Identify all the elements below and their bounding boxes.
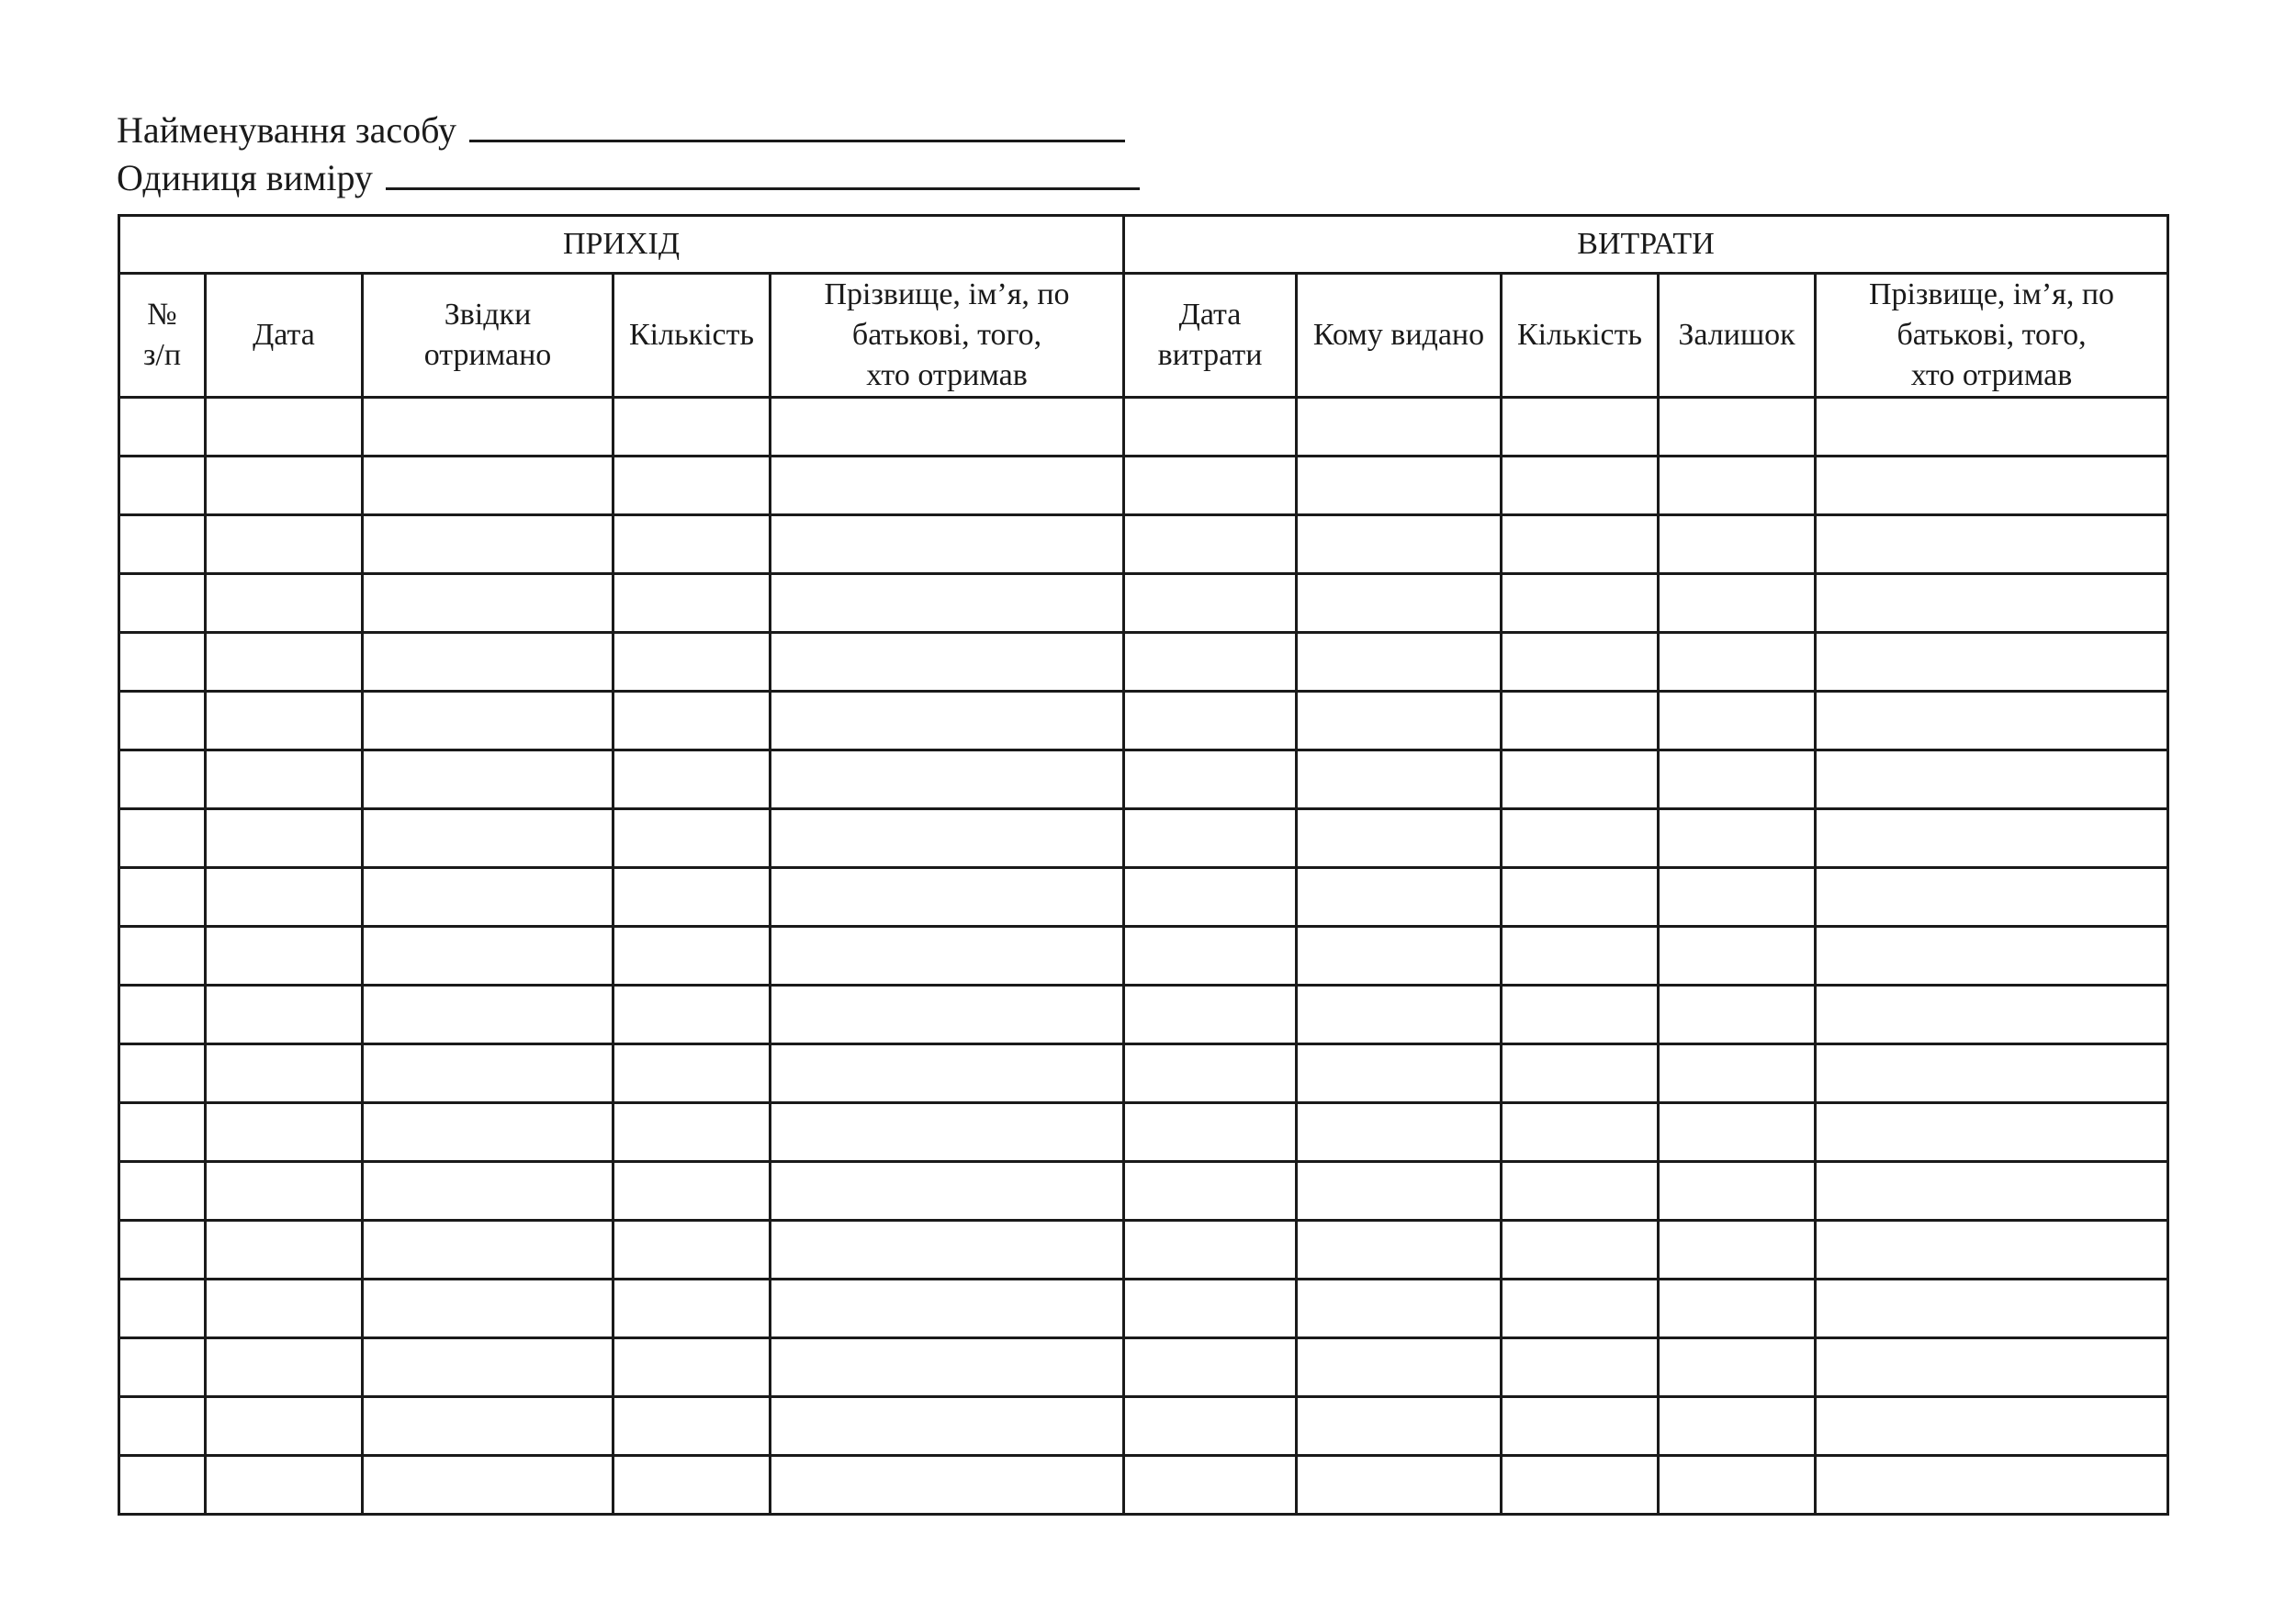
table-row [119, 633, 2168, 692]
table-cell[interactable] [363, 986, 613, 1044]
table-cell[interactable] [771, 750, 1124, 809]
table-cell[interactable] [1816, 809, 2168, 868]
table-cell[interactable] [1124, 927, 1297, 986]
table-cell[interactable] [1297, 515, 1502, 574]
table-row [119, 457, 2168, 515]
table-cell[interactable] [119, 1221, 206, 1280]
table-cell[interactable] [1502, 868, 1659, 927]
table-cell[interactable] [613, 692, 771, 750]
table-row [119, 809, 2168, 868]
table-cell[interactable] [1659, 1338, 1816, 1397]
col-receiver-name-header: Прізвище, ім’я, по батькові, того, хто отримав [771, 274, 1124, 398]
table-row [119, 1456, 2168, 1515]
table-cell[interactable] [119, 633, 206, 692]
table-cell[interactable] [1124, 750, 1297, 809]
table-cell[interactable] [363, 927, 613, 986]
col-balance-header: Залишок [1659, 274, 1816, 398]
table-cell[interactable] [1502, 1103, 1659, 1162]
table-cell[interactable] [119, 927, 206, 986]
unit-label: Одиниця виміру [117, 157, 373, 198]
table-cell[interactable] [771, 1280, 1124, 1338]
table-cell[interactable] [1816, 1221, 2168, 1280]
table-row [119, 1162, 2168, 1221]
table-cell[interactable] [1659, 986, 1816, 1044]
col-expense-qty-header: Кількість [1502, 274, 1659, 398]
table-cell[interactable] [1659, 1103, 1816, 1162]
table-cell[interactable] [1816, 1397, 2168, 1456]
table-cell[interactable] [206, 574, 363, 633]
table-cell[interactable] [119, 1397, 206, 1456]
table-cell[interactable] [1124, 809, 1297, 868]
table-cell[interactable] [206, 1338, 363, 1397]
table-cell[interactable] [1659, 692, 1816, 750]
table-cell[interactable] [119, 1044, 206, 1103]
table-row [119, 1103, 2168, 1162]
table-cell[interactable] [771, 398, 1124, 457]
table-cell[interactable] [1502, 750, 1659, 809]
name-label: Найменування засобу [117, 109, 456, 151]
table-cell[interactable] [1124, 515, 1297, 574]
table-cell[interactable] [206, 1397, 363, 1456]
table-cell[interactable] [613, 1044, 771, 1103]
table-row [119, 515, 2168, 574]
section-income-header: ПРИХІД [119, 216, 1124, 274]
table-cell[interactable] [1124, 1221, 1297, 1280]
table-row [119, 1221, 2168, 1280]
table-cell[interactable] [119, 457, 206, 515]
table-cell[interactable] [206, 809, 363, 868]
table-cell[interactable] [206, 692, 363, 750]
table-cell[interactable] [771, 1044, 1124, 1103]
table-cell[interactable] [1124, 1456, 1297, 1515]
table-cell[interactable] [771, 692, 1124, 750]
table-row [119, 927, 2168, 986]
table-cell[interactable] [206, 1044, 363, 1103]
table-cell[interactable] [1297, 692, 1502, 750]
table-cell[interactable] [119, 986, 206, 1044]
table-cell[interactable] [613, 1162, 771, 1221]
table-row [119, 692, 2168, 750]
table-cell[interactable] [1502, 574, 1659, 633]
table-cell[interactable] [119, 1280, 206, 1338]
table-cell[interactable] [1124, 868, 1297, 927]
table-row [119, 868, 2168, 927]
table-cell[interactable] [1124, 986, 1297, 1044]
table-cell[interactable] [771, 1456, 1124, 1515]
table-cell[interactable] [1659, 927, 1816, 986]
table-cell[interactable] [1502, 986, 1659, 1044]
table-cell[interactable] [206, 1221, 363, 1280]
table-cell[interactable] [613, 515, 771, 574]
table-cell[interactable] [613, 633, 771, 692]
table-cell[interactable] [1124, 1280, 1297, 1338]
table-cell[interactable] [613, 574, 771, 633]
table-row [119, 1044, 2168, 1103]
table-cell[interactable] [1297, 750, 1502, 809]
table-cell[interactable] [1124, 1044, 1297, 1103]
table-cell[interactable] [363, 1456, 613, 1515]
table-cell[interactable] [1816, 1044, 2168, 1103]
table-cell[interactable] [363, 750, 613, 809]
table-cell[interactable] [1297, 809, 1502, 868]
col-number-header: № з/п [119, 274, 206, 398]
table-cell[interactable] [1816, 750, 2168, 809]
table-cell[interactable] [119, 515, 206, 574]
table-cell[interactable] [771, 927, 1124, 986]
table-cell[interactable] [1816, 986, 2168, 1044]
table-cell[interactable] [1659, 868, 1816, 927]
table-row [119, 1397, 2168, 1456]
section-expense-header: ВИТРАТИ [1124, 216, 2168, 274]
table-cell[interactable] [1124, 1397, 1297, 1456]
table-cell[interactable] [771, 809, 1124, 868]
table-cell[interactable] [1816, 1280, 2168, 1338]
table-cell[interactable] [206, 457, 363, 515]
col-recipient-name-header: Прізвище, ім’я, по батькові, того, хто отримав [1816, 274, 2168, 398]
table-cell[interactable] [1502, 633, 1659, 692]
table-cell[interactable] [771, 457, 1124, 515]
table-cell[interactable] [771, 1162, 1124, 1221]
table-cell[interactable] [613, 927, 771, 986]
table-cell[interactable] [1124, 633, 1297, 692]
col-source-header: Звідки отримано [363, 274, 613, 398]
table-cell[interactable] [363, 1338, 613, 1397]
table-cell[interactable] [1297, 1162, 1502, 1221]
table-cell[interactable] [363, 574, 613, 633]
table-cell[interactable] [613, 1221, 771, 1280]
table-cell[interactable] [1659, 574, 1816, 633]
table-cell[interactable] [119, 398, 206, 457]
table-cell[interactable] [1297, 1397, 1502, 1456]
table-cell[interactable] [363, 398, 613, 457]
table-cell[interactable] [363, 1221, 613, 1280]
table-cell[interactable] [363, 515, 613, 574]
ledger-table [118, 214, 2169, 1516]
table-cell[interactable] [1502, 398, 1659, 457]
table-cell[interactable] [1124, 1103, 1297, 1162]
table-cell[interactable] [613, 1338, 771, 1397]
table-cell[interactable] [1816, 1456, 2168, 1515]
table-cell[interactable] [1297, 457, 1502, 515]
table-cell[interactable] [771, 1103, 1124, 1162]
table-cell[interactable] [1816, 515, 2168, 574]
table-cell[interactable] [1502, 1338, 1659, 1397]
table-cell[interactable] [1502, 927, 1659, 986]
table-cell[interactable] [1816, 692, 2168, 750]
table-cell[interactable] [1502, 515, 1659, 574]
table-cell[interactable] [1297, 1221, 1502, 1280]
table-cell[interactable] [1502, 1397, 1659, 1456]
table-cell[interactable] [1816, 398, 2168, 457]
table-cell[interactable] [1124, 692, 1297, 750]
table-cell[interactable] [1124, 457, 1297, 515]
table-cell[interactable] [1502, 1221, 1659, 1280]
table-cell[interactable] [1659, 398, 1816, 457]
table-cell[interactable] [1816, 1162, 2168, 1221]
table-cell[interactable] [206, 986, 363, 1044]
table-cell[interactable] [613, 457, 771, 515]
table-cell[interactable] [613, 809, 771, 868]
table-cell[interactable] [1297, 1044, 1502, 1103]
table-cell[interactable] [771, 633, 1124, 692]
table-cell[interactable] [613, 1397, 771, 1456]
table-cell[interactable] [1816, 574, 2168, 633]
table-cell[interactable] [771, 1221, 1124, 1280]
table-cell[interactable] [363, 1397, 613, 1456]
table-cell[interactable] [613, 1280, 771, 1338]
table-cell[interactable] [613, 1103, 771, 1162]
table-cell[interactable] [363, 633, 613, 692]
table-cell[interactable] [1816, 868, 2168, 927]
table-row [119, 986, 2168, 1044]
table-cell[interactable] [206, 515, 363, 574]
col-income-qty-header: Кількість [613, 274, 771, 398]
table-cell[interactable] [119, 809, 206, 868]
table-cell[interactable] [1659, 1397, 1816, 1456]
table-cell[interactable] [119, 1456, 206, 1515]
table-cell[interactable] [363, 457, 613, 515]
table-cell[interactable] [1816, 1338, 2168, 1397]
table-cell[interactable] [1659, 633, 1816, 692]
table-row [119, 1280, 2168, 1338]
table-cell[interactable] [363, 868, 613, 927]
table-cell[interactable] [119, 1338, 206, 1397]
table-cell[interactable] [613, 398, 771, 457]
table-cell[interactable] [1816, 633, 2168, 692]
table-cell[interactable] [206, 633, 363, 692]
table-cell[interactable] [1124, 574, 1297, 633]
table-cell[interactable] [1502, 1162, 1659, 1221]
name-blank[interactable] [469, 108, 1125, 142]
table-cell[interactable] [1124, 398, 1297, 457]
table-cell[interactable] [206, 927, 363, 986]
table-cell[interactable] [771, 986, 1124, 1044]
table-cell[interactable] [119, 1162, 206, 1221]
table-cell[interactable] [1297, 1103, 1502, 1162]
table-cell[interactable] [1502, 1456, 1659, 1515]
table-cell[interactable] [1659, 1044, 1816, 1103]
table-cell[interactable] [119, 750, 206, 809]
table-cell[interactable] [613, 1456, 771, 1515]
table-cell[interactable] [119, 1103, 206, 1162]
table-cell[interactable] [613, 986, 771, 1044]
table-cell[interactable] [206, 1103, 363, 1162]
table-cell[interactable] [119, 868, 206, 927]
table-cell[interactable] [1297, 398, 1502, 457]
table-cell[interactable] [613, 868, 771, 927]
table-cell[interactable] [206, 1280, 363, 1338]
table-row [119, 1338, 2168, 1397]
table-cell[interactable] [363, 1044, 613, 1103]
col-issued-to-header: Кому видано [1297, 274, 1502, 398]
table-cell[interactable] [1659, 809, 1816, 868]
col-date-header: Дата [206, 274, 363, 398]
table-cell[interactable] [1297, 574, 1502, 633]
table-cell[interactable] [1502, 1044, 1659, 1103]
table-cell[interactable] [1124, 1162, 1297, 1221]
table-row [119, 750, 2168, 809]
table-cell[interactable] [206, 750, 363, 809]
table-cell[interactable] [1297, 1338, 1502, 1397]
table-cell[interactable] [1502, 692, 1659, 750]
table-row [119, 574, 2168, 633]
table-cell[interactable] [206, 1456, 363, 1515]
table-cell[interactable] [1502, 457, 1659, 515]
table-cell[interactable] [613, 750, 771, 809]
table-cell[interactable] [1502, 809, 1659, 868]
table-cell[interactable] [1816, 1103, 2168, 1162]
table-cell[interactable] [363, 1162, 613, 1221]
table-cell[interactable] [363, 1103, 613, 1162]
table-cell[interactable] [1124, 1338, 1297, 1397]
unit-blank[interactable] [386, 156, 1140, 190]
table-cell[interactable] [1297, 1456, 1502, 1515]
table-cell[interactable] [771, 574, 1124, 633]
name-field-line [117, 108, 1125, 152]
table-cell[interactable] [771, 1338, 1124, 1397]
table-cell[interactable] [1297, 868, 1502, 927]
table-cell[interactable] [206, 398, 363, 457]
unit-field-line [117, 156, 1140, 200]
table-cell[interactable] [1659, 1456, 1816, 1515]
table-cell[interactable] [206, 1162, 363, 1221]
table-cell[interactable] [363, 1280, 613, 1338]
table-cell[interactable] [363, 692, 613, 750]
table-cell[interactable] [119, 574, 206, 633]
table-cell[interactable] [1816, 927, 2168, 986]
table-cell[interactable] [1816, 457, 2168, 515]
table-cell[interactable] [1659, 515, 1816, 574]
table-cell[interactable] [771, 515, 1124, 574]
table-cell[interactable] [1659, 750, 1816, 809]
table-row [119, 398, 2168, 457]
table-cell[interactable] [1659, 1221, 1816, 1280]
table-cell[interactable] [1297, 986, 1502, 1044]
table-cell[interactable] [771, 1397, 1124, 1456]
col-expense-date-header: Дата витрати [1124, 274, 1297, 398]
table-cell[interactable] [1297, 927, 1502, 986]
table-cell[interactable] [1659, 1162, 1816, 1221]
table-cell[interactable] [119, 692, 206, 750]
table-cell[interactable] [1297, 633, 1502, 692]
table-cell[interactable] [1659, 457, 1816, 515]
table-cell[interactable] [1659, 1280, 1816, 1338]
table-cell[interactable] [206, 868, 363, 927]
table-cell[interactable] [771, 868, 1124, 927]
table-cell[interactable] [1502, 1280, 1659, 1338]
table-cell[interactable] [1297, 1280, 1502, 1338]
table-cell[interactable] [363, 809, 613, 868]
